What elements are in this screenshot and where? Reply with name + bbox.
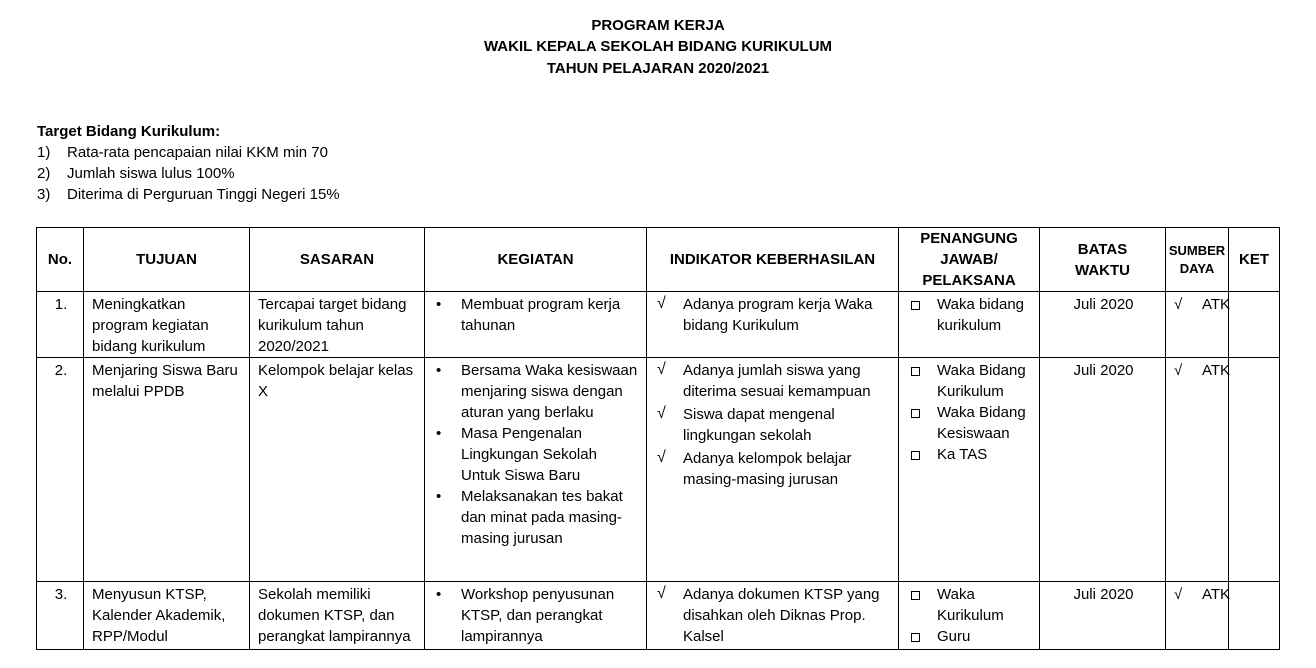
col-sumber-line: DAYA [1179, 260, 1215, 276]
pj-text: Waka Bidang Kesiswaan [937, 404, 1026, 442]
col-no: No. [37, 228, 84, 292]
checkbox-icon [911, 409, 920, 418]
check-icon: √ [657, 449, 666, 466]
col-pj-line: JAWAB/ [940, 251, 998, 268]
indikator-item [655, 448, 892, 490]
row-kegiatan [425, 292, 647, 358]
target-item [37, 184, 340, 205]
indikator-text: Adanya kelompok belajar masing-masing jurusan [683, 450, 852, 488]
row-no: 2. [37, 358, 84, 582]
row-sasaran: Sekolah memiliki dokumen KTSP, dan perangkat lampirannya [250, 582, 425, 650]
target-item [37, 142, 328, 163]
row-sasaran: Tercapai target bidang kurikulum tahun 2020/2021 [250, 292, 425, 358]
header-row [37, 228, 1280, 292]
kegiatan-item: • Melaksanakan tes bakat dan minat pada masing-masing jurusan [433, 486, 640, 549]
target-num: 2) [37, 165, 51, 182]
row-tujuan: Menyusun KTSP, Kalender Akademik, RPP/Modul [84, 582, 250, 650]
sumber-text: ATK [1202, 362, 1231, 379]
checkbox-icon [911, 451, 920, 460]
check-icon: √ [1174, 362, 1183, 379]
pj-item [907, 626, 1033, 647]
col-kegiatan: KEGIATAN [425, 228, 647, 292]
row-no: 1. [37, 292, 84, 358]
target-text: Rata-rata pencapaian nilai KKM min 70 [67, 144, 328, 161]
col-tujuan: TUJUAN [84, 228, 250, 292]
kegiatan-item: • Bersama Waka kesiswaan menjaring siswa dengan aturan yang berlaku [433, 360, 640, 423]
col-batas-line: WAKTU [1075, 261, 1130, 279]
program-table [36, 227, 1280, 650]
row-sumber [1166, 358, 1229, 582]
doc-subtitle: WAKIL KEPALA SEKOLAH BIDANG KURIKULUM [483, 38, 833, 55]
target-text: Jumlah siswa lulus 100% [67, 165, 235, 182]
checkbox-icon [911, 367, 920, 376]
indikator-item [655, 294, 892, 336]
sumber-text: ATK [1202, 586, 1231, 603]
table-row [37, 582, 1280, 650]
row-tujuan: Menjaring Siswa Baru melalui PPDB [84, 358, 250, 582]
row-batas: Juli 2020 [1040, 358, 1166, 582]
pj-item [907, 402, 1033, 444]
check-icon: √ [657, 295, 666, 312]
col-pj-line: PELAKSANA [922, 272, 1016, 289]
row-sumber [1166, 582, 1229, 650]
indikator-text: Adanya jumlah siswa yang diterima sesuai kemampuan [683, 362, 871, 400]
indikator-text: Siswa dapat mengenal lingkungan sekolah [683, 406, 835, 444]
checkbox-icon [911, 633, 920, 642]
col-ket: KET [1229, 228, 1280, 292]
row-ket [1229, 582, 1280, 650]
row-pj [899, 358, 1040, 582]
col-batas-line: BATAS [1077, 240, 1128, 258]
indikator-text: Adanya program kerja Waka bidang Kurikulum [683, 296, 873, 334]
pj-item [907, 360, 1033, 402]
kegiatan-item: • Masa Pengenalan Lingkungan Sekolah Untuk Siswa Baru [433, 423, 640, 486]
doc-year: TAHUN PELAJARAN 2020/2021 [546, 60, 770, 77]
row-indikator [647, 582, 899, 650]
row-kegiatan [425, 358, 647, 582]
row-sumber [1166, 292, 1229, 358]
col-sumber [1166, 228, 1229, 292]
pj-text: Guru [937, 628, 971, 645]
indikator-text: Adanya dokumen KTSP yang disahkan oleh Diknas Prop. Kalsel [683, 586, 880, 645]
pj-text: Waka Bidang Kurikulum [937, 362, 1026, 400]
col-sasaran: SASARAN [250, 228, 425, 292]
target-text: Diterima di Perguruan Tinggi Negeri 15% [67, 186, 340, 203]
row-ket [1229, 292, 1280, 358]
target-num: 1) [37, 144, 51, 161]
indikator-item [655, 404, 892, 446]
checkbox-icon [911, 591, 920, 600]
target-item [37, 163, 235, 184]
col-sumber-line: SUMBER [1168, 242, 1226, 258]
indikator-item [655, 584, 892, 647]
col-penanggung [899, 228, 1040, 292]
col-pj-line: PENANGUNG [920, 230, 1018, 247]
row-ket [1229, 358, 1280, 582]
table-row [37, 292, 1280, 358]
row-sasaran: Kelompok belajar kelas X [250, 358, 425, 582]
target-heading: Target Bidang Kurikulum: [37, 123, 221, 140]
check-icon: √ [657, 585, 666, 602]
check-icon: √ [657, 361, 666, 378]
row-pj [899, 292, 1040, 358]
check-icon: √ [1174, 586, 1183, 603]
pj-text: Waka bidang kurikulum [937, 296, 1024, 334]
pj-item [907, 444, 1033, 465]
pj-text: Ka TAS [937, 446, 988, 463]
row-tujuan: Meningkatkan program kegiatan bidang kurikulum [84, 292, 250, 358]
row-no: 3. [37, 582, 84, 650]
col-indikator: INDIKATOR KEBERHASILAN [647, 228, 899, 292]
checkbox-icon [911, 301, 920, 310]
row-indikator [647, 358, 899, 582]
row-pj [899, 582, 1040, 650]
kegiatan-item: • Workshop penyusunan KTSP, dan perangkat lampirannya [433, 584, 640, 647]
row-kegiatan [425, 582, 647, 650]
pj-text: Waka Kurikulum [937, 586, 1004, 624]
target-num: 3) [37, 186, 51, 203]
kegiatan-item: • Membuat program kerja tahunan [433, 294, 640, 336]
indikator-item [655, 360, 892, 402]
sumber-text: ATK [1202, 296, 1231, 313]
table-row [37, 358, 1280, 582]
row-indikator [647, 292, 899, 358]
check-icon: √ [1174, 296, 1183, 313]
pj-item [907, 294, 1033, 336]
pj-item [907, 584, 1033, 626]
col-batas [1040, 228, 1166, 292]
row-batas: Juli 2020 [1040, 292, 1166, 358]
row-batas: Juli 2020 [1040, 582, 1166, 650]
check-icon: √ [657, 405, 666, 422]
doc-title: PROGRAM KERJA [591, 17, 725, 34]
